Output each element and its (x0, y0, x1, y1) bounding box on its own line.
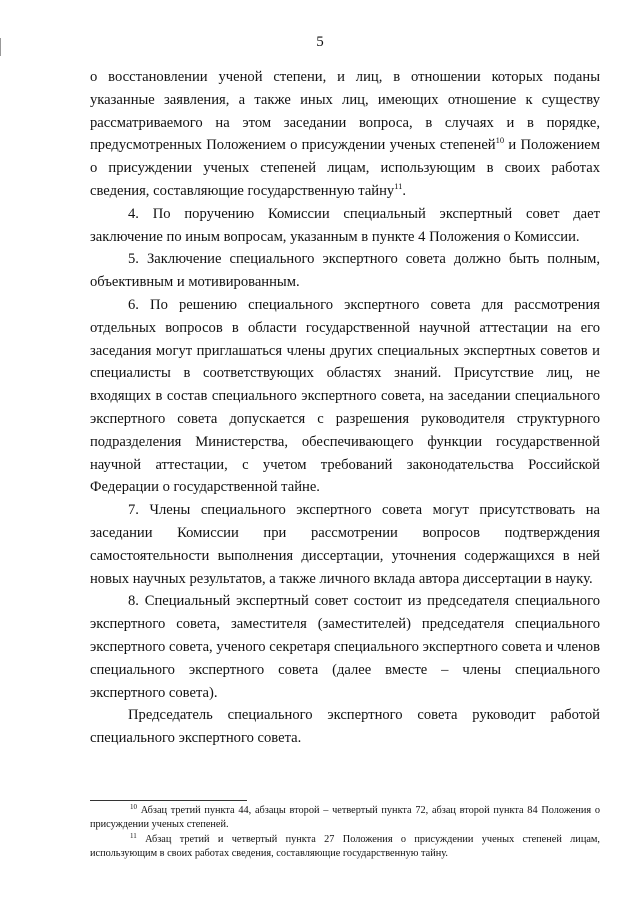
paragraph-item-6: 6. По решению специального экспертного совета для рассмотрения отдельных вопросов в области государственной научной аттестации на его заседания могут приглашаться члены других специальных экспертных советов и специалисты в соответствующих областях знаний. Присутствие лиц, не входящих в состав специального экспертного совета, на заседании специального экспертного совета допускается с разрешения руководителя структурного подразделения Министерства, обеспечивающего функции государственной научной аттестации, с учетом требований законодательства Российской Федерации о государственной тайне. (90, 296, 600, 496)
page-number: 5 (316, 34, 324, 50)
body-text (90, 66, 600, 750)
paragraph-text: о восстановлении ученой степени, и лиц, в отношении которых поданы указанные заявления, а также иных лиц, имеющих отношение к существу рассматриваемого на этом заседании вопроса, в случаях и в порядке, предусмотренных Положением о присуждении ученых степеней (90, 69, 600, 154)
footnote-text: Абзац третий пункта 44, абзацы второй – четвертый пункта 72, абзац второй пункта 84 Положения о присуждении ученых степеней. (90, 805, 600, 830)
paragraph-item-8: 8. Специальный экспертный совет состоит из председателя специального экспертного совета, заместителя (заместителей) председателя специального экспертного совета, ученого секретаря специального экспертного совета и членов специального экспертного совета (далее вместе – члены специального экспертного совета). (90, 593, 600, 701)
footnote-text: Абзац третий и четвертый пункта 27 Положения о присуждении ученых степеней лицам, использующим в своих работах сведения, составляющие государственную тайну. (90, 834, 600, 859)
footnotes (90, 804, 600, 862)
footnote-number: 11 (130, 832, 137, 841)
footnote-11 (90, 833, 600, 860)
paragraph-item-7: 7. Члены специального экспертного совета могут присутствовать на заседании Комиссии при рассмотрении вопросов подтверждения самостоятельности выполнения диссертации, уточнения содержащихся в ней новых научных результатов, а также личного вклада автора диссертации в науку. (90, 502, 600, 587)
footnote-ref-11: 11 (394, 180, 403, 191)
paragraph-continuation (90, 66, 600, 203)
footnote-10 (90, 804, 600, 831)
footnote-divider (90, 800, 247, 801)
footnote-number: 10 (130, 803, 137, 811)
paragraph-item-5: 5. Заключение специального экспертного совета должно быть полным, объективным и мотивированным. (90, 251, 600, 291)
paragraph-item-4: 4. По поручению Комиссии специальный экспертный совет дает заключение по иным вопросам, указанным в пункте 4 Положения о Комиссии. (90, 205, 600, 245)
paragraph-text-tail: и Положением о присуждении ученых степеней лицам, использующим в своих работах сведения, составляющие государственную тайну (90, 137, 600, 199)
footnote-ref-10: 10 (495, 135, 505, 146)
paragraph-end: . (402, 182, 407, 199)
paragraph-chairman: Председатель специального экспертного совета руководит работой специального экспертного совета. (90, 707, 600, 747)
